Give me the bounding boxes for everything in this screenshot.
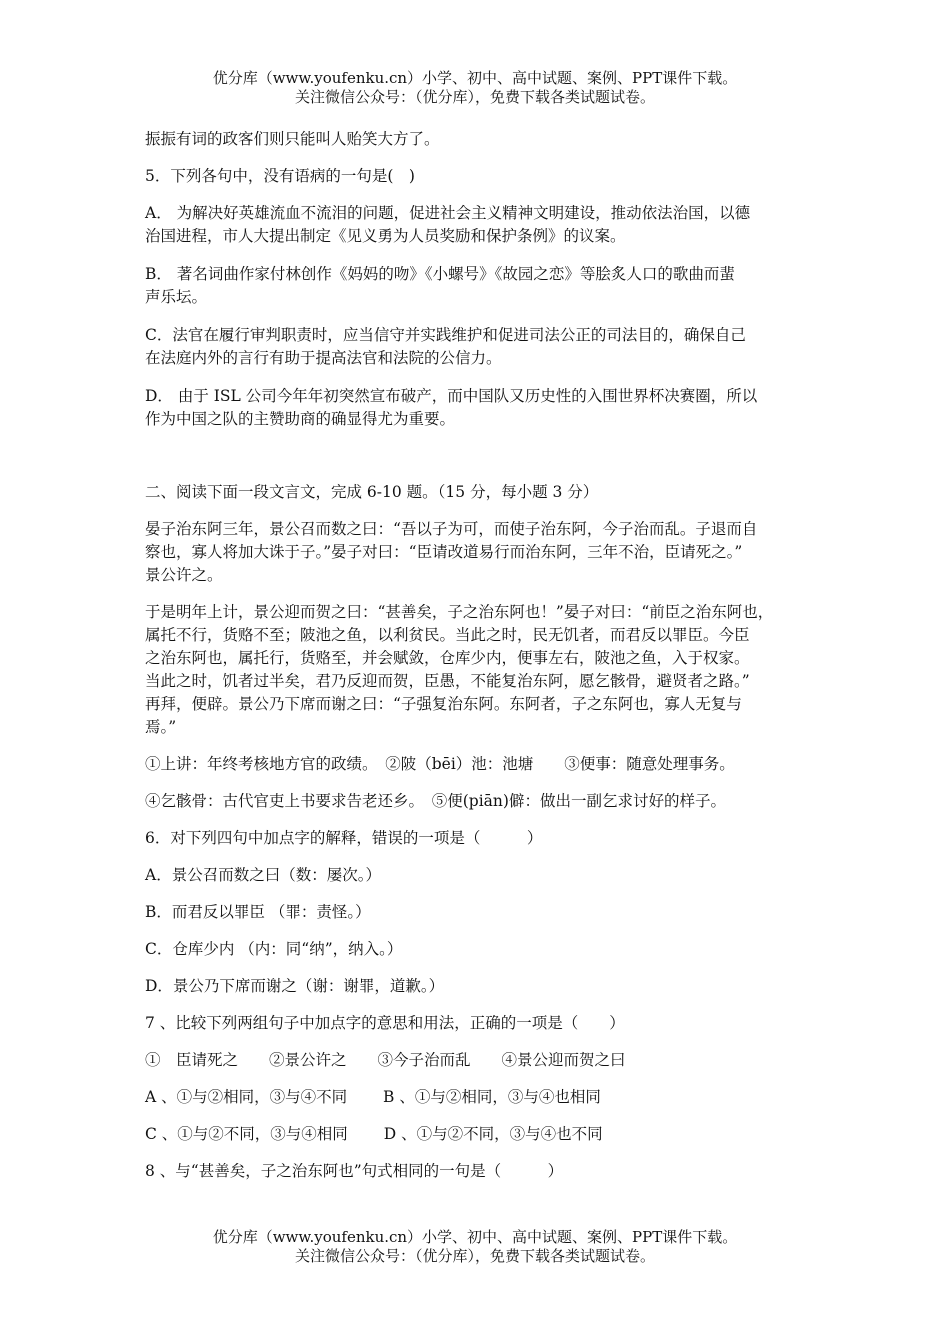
footer-line-2: 关注微信公众号：（优分库），免费下载各类试题试卷。: [294, 1247, 655, 1265]
question-5-stem: 5．下列各句中，没有语病的一句是( ): [145, 167, 415, 185]
passage-paragraph-1: [145, 518, 810, 587]
question-6-option-a: A．景公召而数之曰（数：屡次。）: [145, 866, 381, 884]
option-c-line-1: C．法官在履行审判职责时，应当信守并实践维护和促进司法公正的司法目的，确保自己: [145, 326, 746, 344]
section-2-title: 二、阅读下面一段文言文，完成 6-10 题。（15 分，每小题 3 分）: [145, 483, 599, 501]
question-8-stem: 8 、与“甚善矣，子之治东阿也”句式相同的一句是（ ）: [145, 1162, 564, 1180]
question-6-stem: 6．对下列四句中加点字的解释，错误的一项是（ ）: [145, 829, 543, 847]
option-b-line-1: B． 著名词曲作家付林创作《妈妈的吻》《小螺号》《故园之恋》等脍炙人口的歌曲而蜚: [145, 265, 735, 283]
question-7-stem: 7 、比较下列两组句子中加点字的意思和用法，正确的一项是（ ）: [145, 1014, 625, 1032]
question-6-option-d: D．景公乃下席而谢之（谢：谢罪，道歉。）: [145, 977, 445, 995]
passage-line: 于是明年上计，景公迎而贺之曰：“甚善矣，子之治东阿也！”晏子对曰：“前臣之治东阿也，: [145, 603, 774, 621]
notes-line-1: ①上讲：年终考核地方官的政绩。 ②陂（bēi）池：池塘 ③便事：随意处理事务。: [145, 755, 735, 773]
option-d-line-2: 作为中国之队的主赞助商的确显得尤为重要。: [145, 410, 456, 428]
question-7-options-ab: A 、①与②相同，③与④不同 B 、①与②相同，③与④也相同: [145, 1088, 601, 1106]
passage-line: 景公许之。: [145, 566, 223, 584]
question-5-option-c: [145, 324, 810, 370]
option-a-line-1: A． 为解决好英雄流血不流泪的问题，促进社会主义精神文明建设，推动依法治国，以德: [145, 204, 751, 222]
question-5-option-b: [145, 263, 810, 309]
passage-line: 焉。”: [145, 718, 177, 736]
page-header: [0, 69, 950, 107]
passage-paragraph-2: [145, 601, 810, 739]
option-b-line-2: 声乐坛。: [145, 288, 208, 306]
question-7-items: ① 臣请死之 ②景公许之 ③今子治而乱 ④景公迎而贺之曰: [145, 1051, 626, 1069]
question-5-option-a: [145, 202, 810, 248]
header-line-2: 关注微信公众号：（优分库），免费下载各类试题试卷。: [294, 88, 655, 106]
passage-line: 之治东阿也，属托行，货赂至，并会赋敛，仓库少内，便事左右，陂池之鱼，入于权家。: [145, 649, 750, 667]
intro-line: 振振有词的政客们则只能叫人贻笑大方了。: [145, 130, 440, 148]
page-footer: [0, 1228, 950, 1266]
passage-line: 再拜，便辟。景公乃下席而谢之曰：“子强复治东阿。东阿者，子之东阿也，寡人无复与: [145, 695, 742, 713]
passage-line: 属托不行，货赂不至；陂池之鱼，以利贫民。当此之时，民无饥者，而君反以罪臣。今臣: [145, 626, 750, 644]
question-7-options-cd: C 、①与②不同，③与④相同 D 、①与②不同，③与④也不同: [145, 1125, 603, 1143]
question-5-option-d: [145, 385, 810, 431]
option-d-line-1: D． 由于 ISL 公司今年年初突然宣布破产，而中国队又历史性的入围世界杯决赛圈，所以: [145, 387, 758, 405]
passage-line: 当此之时，饥者过半矣，君乃反迎而贺，臣愚，不能复治东阿，愿乞骸骨，避贤者之路。”: [145, 672, 750, 690]
notes-line-2: ④乞骸骨：古代官吏上书要求告老还乡。 ⑤便(piān)僻：做出一副乞求讨好的样子。: [145, 792, 726, 810]
document-body: [145, 128, 810, 1183]
footer-line-1: 优分库（www.youfenku.cn）小学、初中、高中试题、案例、PPT课件下载。: [212, 1228, 738, 1246]
passage-line: 晏子治东阿三年，景公召而数之曰：“吾以子为可，而使子治东阿，今子治而乱。子退而自: [145, 520, 758, 538]
passage-line: 察也，寡人将加大诛于子。”晏子对曰：“臣请改道易行而治东阿，三年不治，臣请死之。”: [145, 543, 743, 561]
question-6-option-c: C．仓库少内 （内：同“纳”，纳入。）: [145, 940, 403, 958]
header-line-1: 优分库（www.youfenku.cn）小学、初中、高中试题、案例、PPT课件下载。: [212, 69, 738, 87]
option-a-line-2: 治国进程，市人大提出制定《见义勇为人员奖励和保护条例》的议案。: [145, 227, 626, 245]
question-6-option-b: B．而君反以罪臣 （罪：责怪。）: [145, 903, 371, 921]
option-c-line-2: 在法庭内外的言行有助于提高法官和法院的公信力。: [145, 349, 502, 367]
